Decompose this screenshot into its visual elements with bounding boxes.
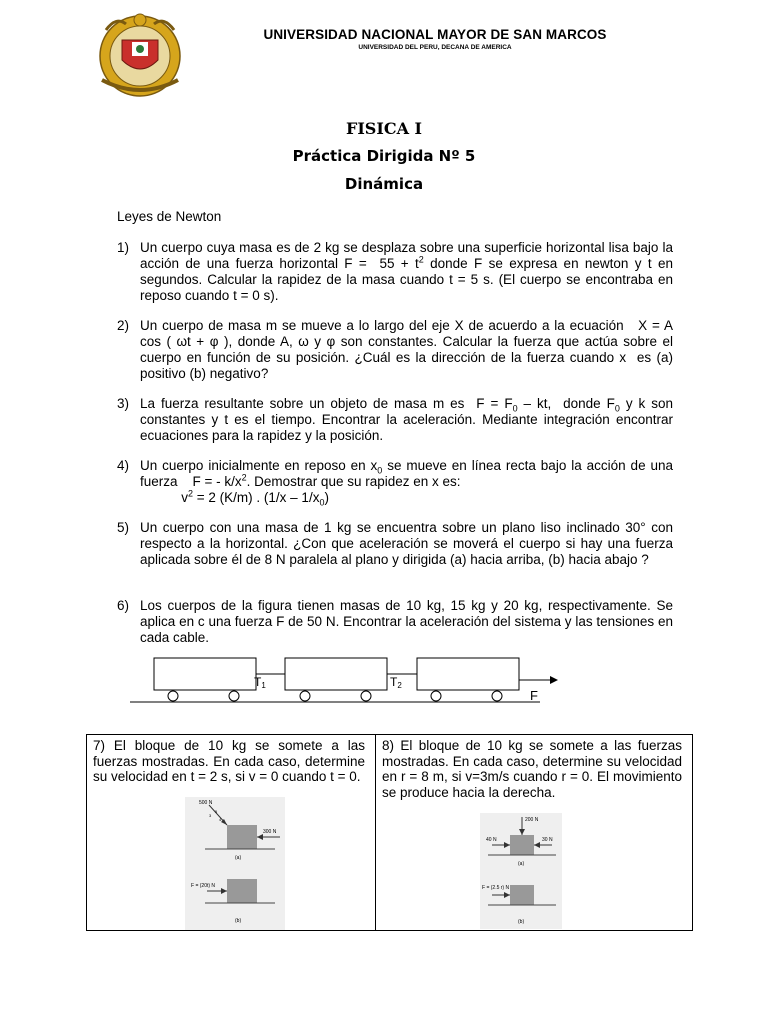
svg-text:500 N: 500 N: [199, 800, 213, 806]
problem-text: Un cuerpo cuya masa es de 2 kg se desplaza sobre una superficie horizontal lisa bajo la acción de una fuerza horizontal $F = 55 + t^2$ donde F se expresa en newton y t en segundos. Calcular la rapidez de la masa cuando t = 5 s. (El cuerpo se encontraba en reposo cuando t = 0 s).: [140, 240, 673, 303]
problem-7-figure: [185, 797, 285, 930]
practice-title: Práctica Dirigida Nº 5: [292, 147, 476, 165]
svg-text:200 N: 200 N: [525, 817, 539, 823]
problem-text: La fuerza resultante sobre un objeto de masa m es $F = F_0$ – kt, donde $F_0$ y k son constantes y t es el tiempo. Encontrar la aceleración. Mediante integración encontrar ecuaciones para la rapidez y la posición.: [140, 396, 673, 443]
problem-3: [117, 396, 673, 444]
problem-1: [117, 240, 673, 304]
cart-3: [417, 658, 519, 690]
svg-text:30 N: 30 N: [542, 837, 553, 843]
problems-table: [86, 734, 693, 931]
cart-2: [285, 658, 387, 690]
problem-7-text: 7) El bloque de 10 kg se somete a las fuerzas mostradas. En cada caso, determine su velocidad en t = 2 s, si v = 0 cuando t = 0.: [93, 738, 365, 784]
svg-text:(a): (a): [235, 855, 242, 861]
university-subtitle: UNIVERSIDAD DEL PERU, DECANA DE AMERICA: [358, 44, 512, 51]
svg-text:300 N: 300 N: [263, 829, 277, 835]
svg-text:F = (2.5 r) N: F = (2.5 r) N: [482, 885, 510, 891]
problem-number: 6): [117, 598, 130, 613]
tension-1-label: T1: [254, 675, 266, 690]
problem-2: [117, 318, 673, 382]
carts-diagram: [130, 650, 570, 710]
svg-text:5: 5: [215, 809, 218, 814]
problem-6: [117, 598, 673, 646]
problem-8-cell: [376, 735, 692, 930]
problem-text: Un cuerpo inicialmente en reposo en $x_0$ se mueve en línea recta bajo la acción de una fuerza F = - $k/x^2$. Demostrar que su rapidez en x es: $v^2 = 2$ (K/m) . $(1/x - 1/x_0)$: [140, 458, 673, 508]
problem-number: 1): [117, 240, 130, 255]
svg-text:(b): (b): [518, 919, 525, 925]
svg-text:3: 3: [209, 813, 212, 818]
section-intro: Leyes de Newton: [117, 209, 222, 224]
problem-number: 4): [117, 458, 130, 473]
svg-text:(a): (a): [518, 861, 525, 867]
problem-4: [117, 458, 673, 506]
problem-8-text: 8) El bloque de 10 kg se somete a las fuerzas mostradas. En cada caso, determine su velocidad en r = 8 m, si v=3m/s cuando r = 0. El movimiento se produce hacia la derecha.: [382, 738, 682, 800]
topic-title: Dinámica: [344, 175, 424, 193]
course-title: FISICA I: [345, 119, 423, 138]
svg-text:F = (20t) N: F = (20t) N: [191, 883, 216, 889]
problem-number: 3): [117, 396, 130, 411]
svg-text:40 N: 40 N: [486, 837, 497, 843]
tension-2-label: T2: [390, 675, 402, 690]
problem-5: [117, 520, 673, 568]
university-seal: [92, 10, 188, 100]
problem-text: Un cuerpo con una masa de 1 kg se encuentra sobre un plano liso inclinado 30° con respecto a la horizontal. ¿Con que aceleración se moverá el cuerpo si hay una fuerza aplicada sobre él de 8 N paralela al plano y dirigida (a) hacia arriba, (b) hacia abajo ?: [140, 520, 673, 567]
problem-text: Los cuerpos de la figura tienen masas de 10 kg, 15 kg y 20 kg, respectivamente. Se aplica en c una fuerza F de 50 N. Encontrar la aceleración del sistema y las tensiones en cada cable.: [140, 598, 673, 645]
university-name: UNIVERSIDAD NACIONAL MAYOR DE SAN MARCOS: [263, 27, 607, 42]
problem-8-figure: [480, 813, 562, 929]
problem-number: 2): [117, 318, 130, 333]
svg-text:(b): (b): [235, 918, 242, 924]
force-label: F: [530, 688, 538, 703]
problem-number: 5): [117, 520, 130, 535]
svg-text:4: 4: [219, 817, 222, 822]
problem-text: Un cuerpo de masa m se mueve a lo largo del eje X de acuerdo a la ecuación X = A cos ( ωt + φ ), donde A, ω y φ son constantes. Calcular la fuerza que actúa sobre el cuerpo en función de su posición. ¿Cuál es la dirección de la fuerza cuando x es (a) positivo (b) negativo?: [140, 318, 673, 381]
problem-7-cell: [87, 735, 376, 930]
cart-1: [154, 658, 256, 690]
